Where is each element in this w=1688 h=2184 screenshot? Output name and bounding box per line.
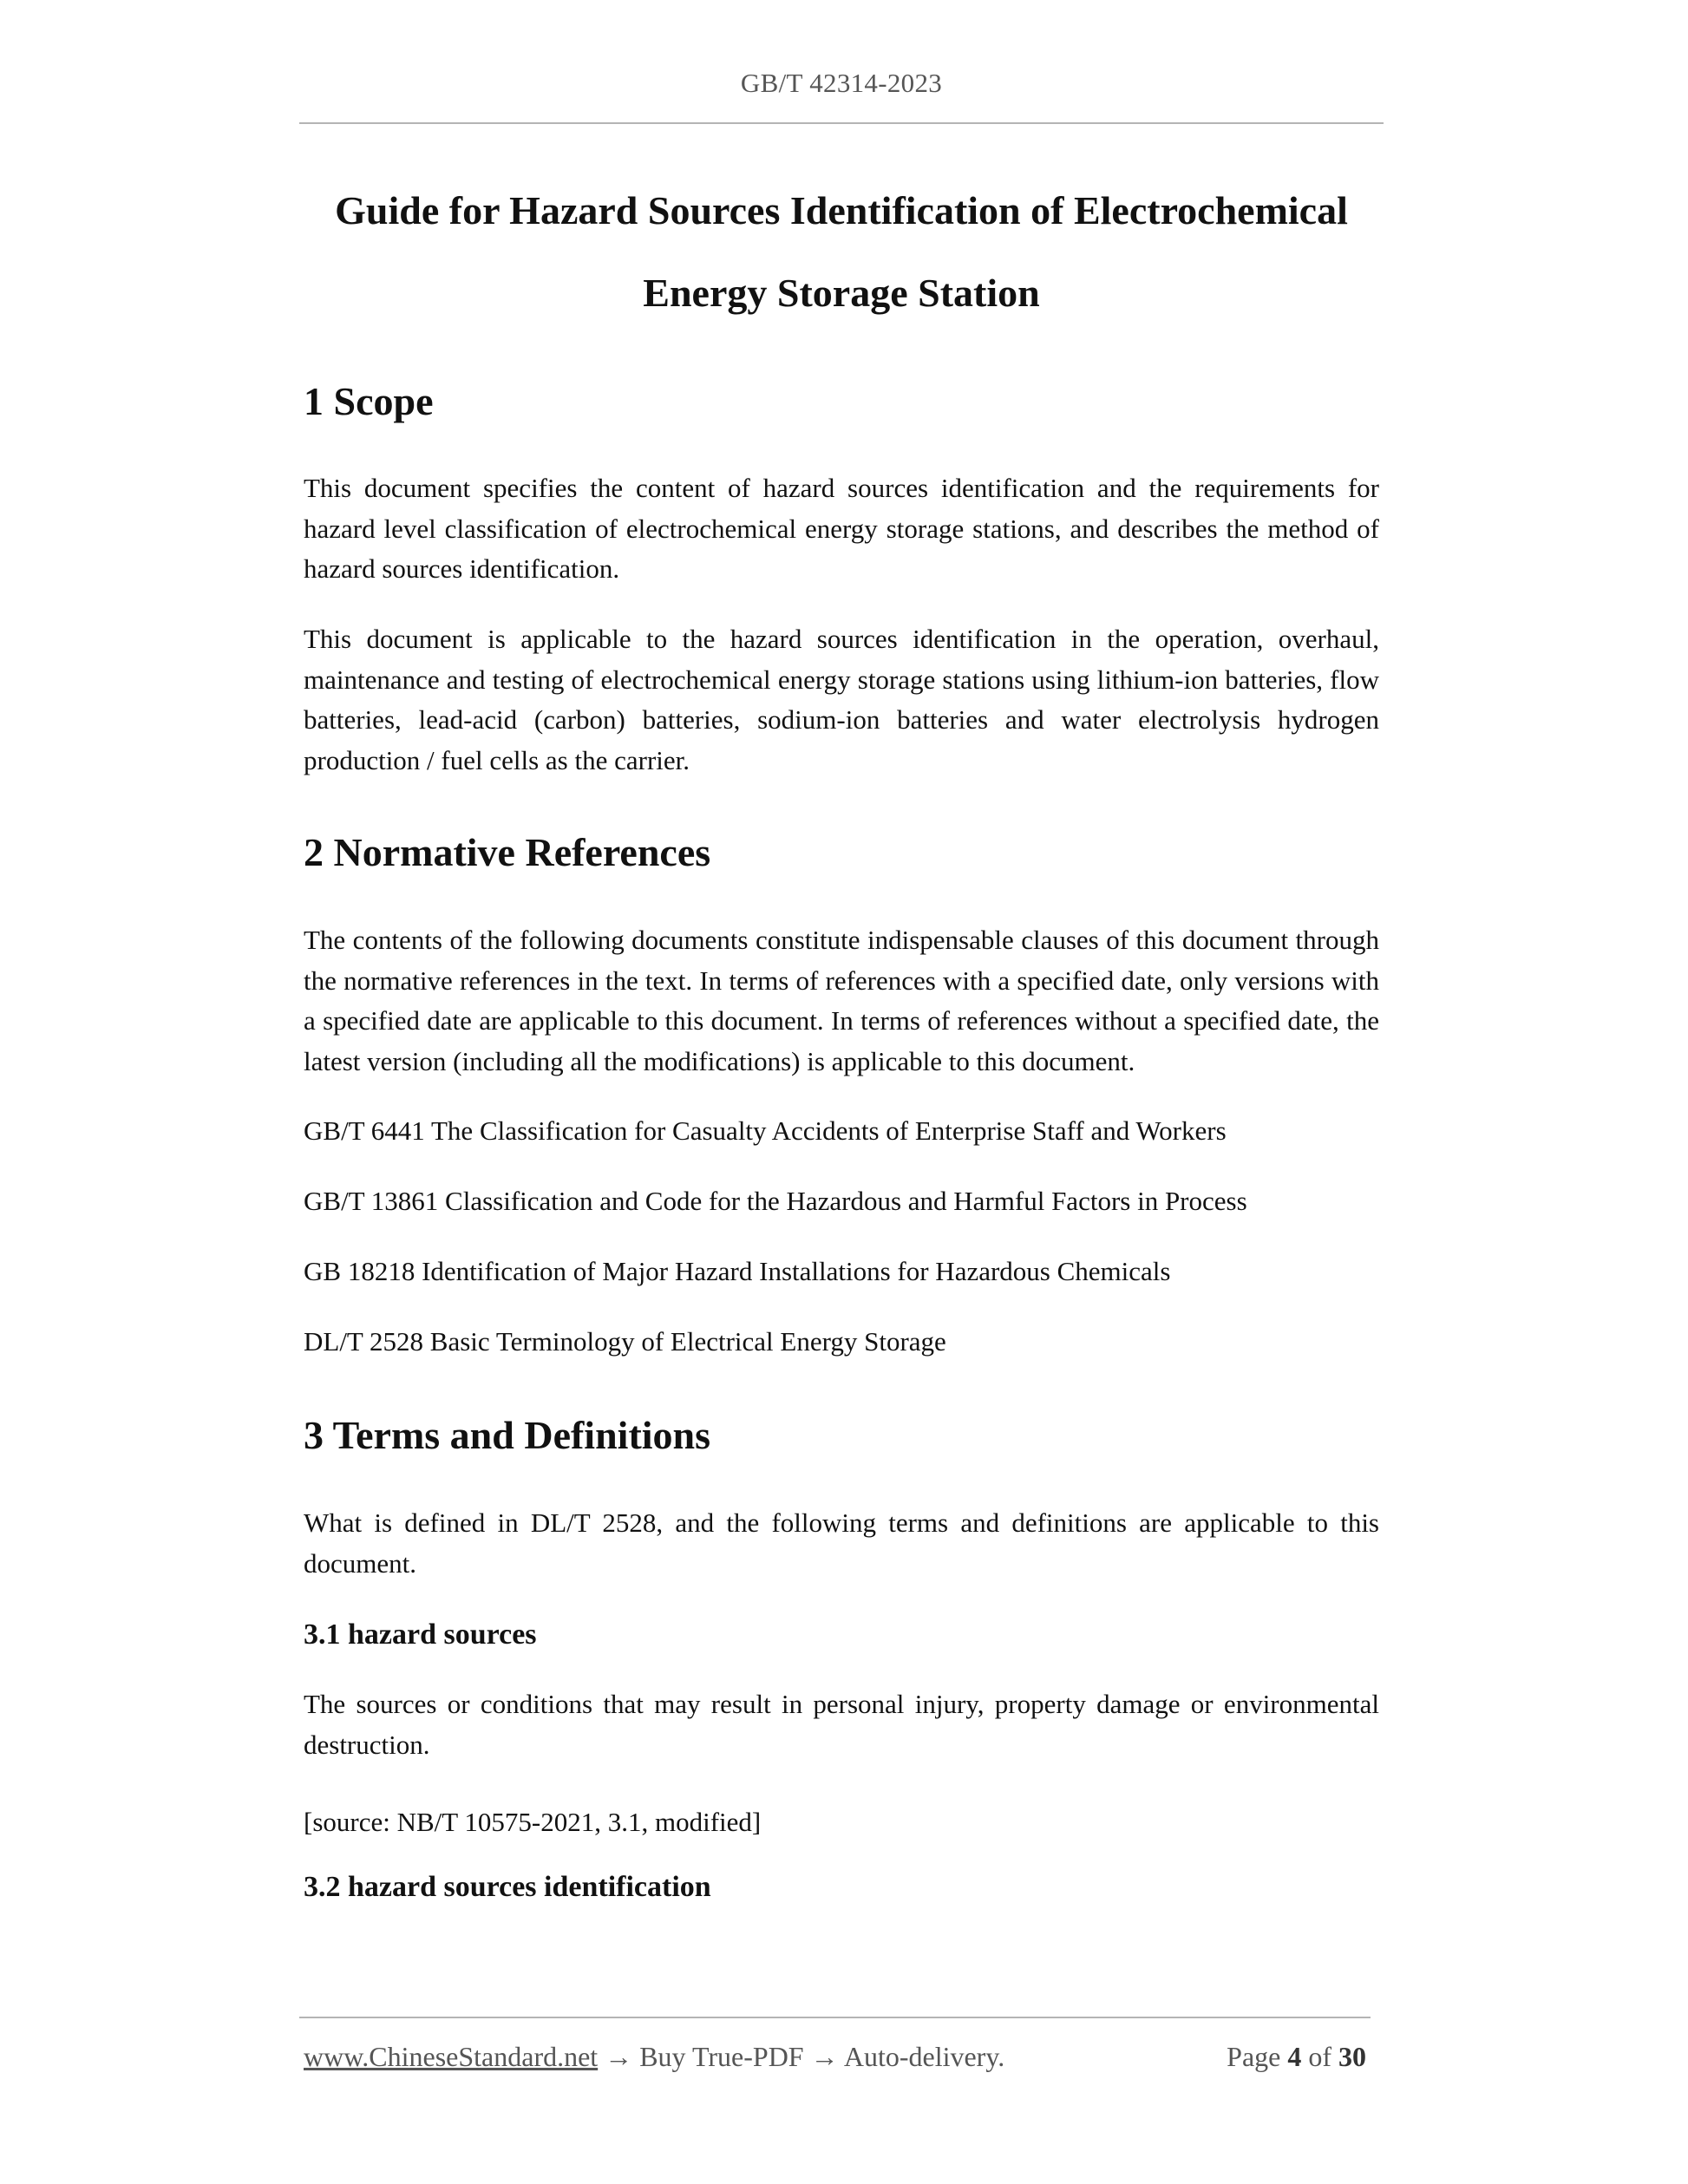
normative-paragraph: The contents of the following documents constitute indispensable clauses of this document through the normative references in the text. In terms of references with a specified date, only versions with a specified date are applicable to this document. In terms of references without a specified date, the latest version (including all the modifications) is applicable to this document. (304, 925, 1379, 1076)
section-heading-scope: 1 Scope (304, 379, 434, 423)
section-heading-normative-references: 2 Normative References (304, 830, 711, 874)
page-number (1201, 2041, 1366, 2073)
reference-item: GB 18218 Identification of Major Hazard Installations for Hazardous Chemicals (304, 1256, 1171, 1286)
chinesestandard-link[interactable]: www.ChineseStandard.net (304, 2041, 599, 2072)
scope-paragraph-1: This document specifies the content of hazard sources identification and the requirements for hazard level classification of electrochemical energy storage stations, and describes the method of hazard sources identification. (304, 473, 1379, 584)
section-heading-terms-definitions: 3 Terms and Definitions (304, 1413, 711, 1457)
scope-paragraph-2: This document is applicable to the hazard sources identification in the operation, overhaul, maintenance and testing of electrochemical energy storage stations using lithium-ion batteries, flow batteries, lead-acid (carbon) batteries, sodium-ion batteries and water electrolysis hydrogen production / fuel cells as the carrier. (304, 624, 1379, 775)
term-heading-hazard-sources: 3.1 hazard sources (304, 1618, 537, 1651)
reference-item: GB/T 6441 The Classification for Casualty Accidents of Enterprise Staff and Workers (304, 1115, 1227, 1146)
header-divider (299, 122, 1384, 124)
page-label: Page (1227, 2041, 1281, 2072)
term-source-note: [source: NB/T 10575-2021, 3.1, modified] (304, 1807, 762, 1837)
reference-item: GB/T 13861 Classification and Code for the Hazardous and Harmful Factors in Process (304, 1186, 1247, 1216)
reference-item: DL/T 2528 Basic Terminology of Electrical Energy Storage (304, 1326, 946, 1357)
page-header-code: GB/T 42314-2023 (740, 68, 943, 98)
current-page-number: 4 (1287, 2041, 1302, 2072)
terms-intro-paragraph: What is defined in DL/T 2528, and the following terms and definitions are applicable to this document. (304, 1507, 1379, 1579)
footer-divider (299, 2017, 1371, 2018)
page-of-label: of (1308, 2041, 1331, 2072)
term-definition-hazard-sources: The sources or conditions that may result in personal injury, property damage or environmental destruction. (304, 1689, 1379, 1760)
footer-promo (304, 2041, 1004, 2073)
total-page-count: 30 (1338, 2041, 1366, 2072)
footer-promo-text: → Buy True-PDF → Auto-delivery. (598, 2041, 1005, 2072)
document-title-line-1: Guide for Hazard Sources Identification of Electrochemical (335, 188, 1348, 232)
document-title-line-2: Energy Storage Station (643, 271, 1040, 315)
term-heading-hazard-sources-identification: 3.2 hazard sources identification (304, 1871, 711, 1903)
